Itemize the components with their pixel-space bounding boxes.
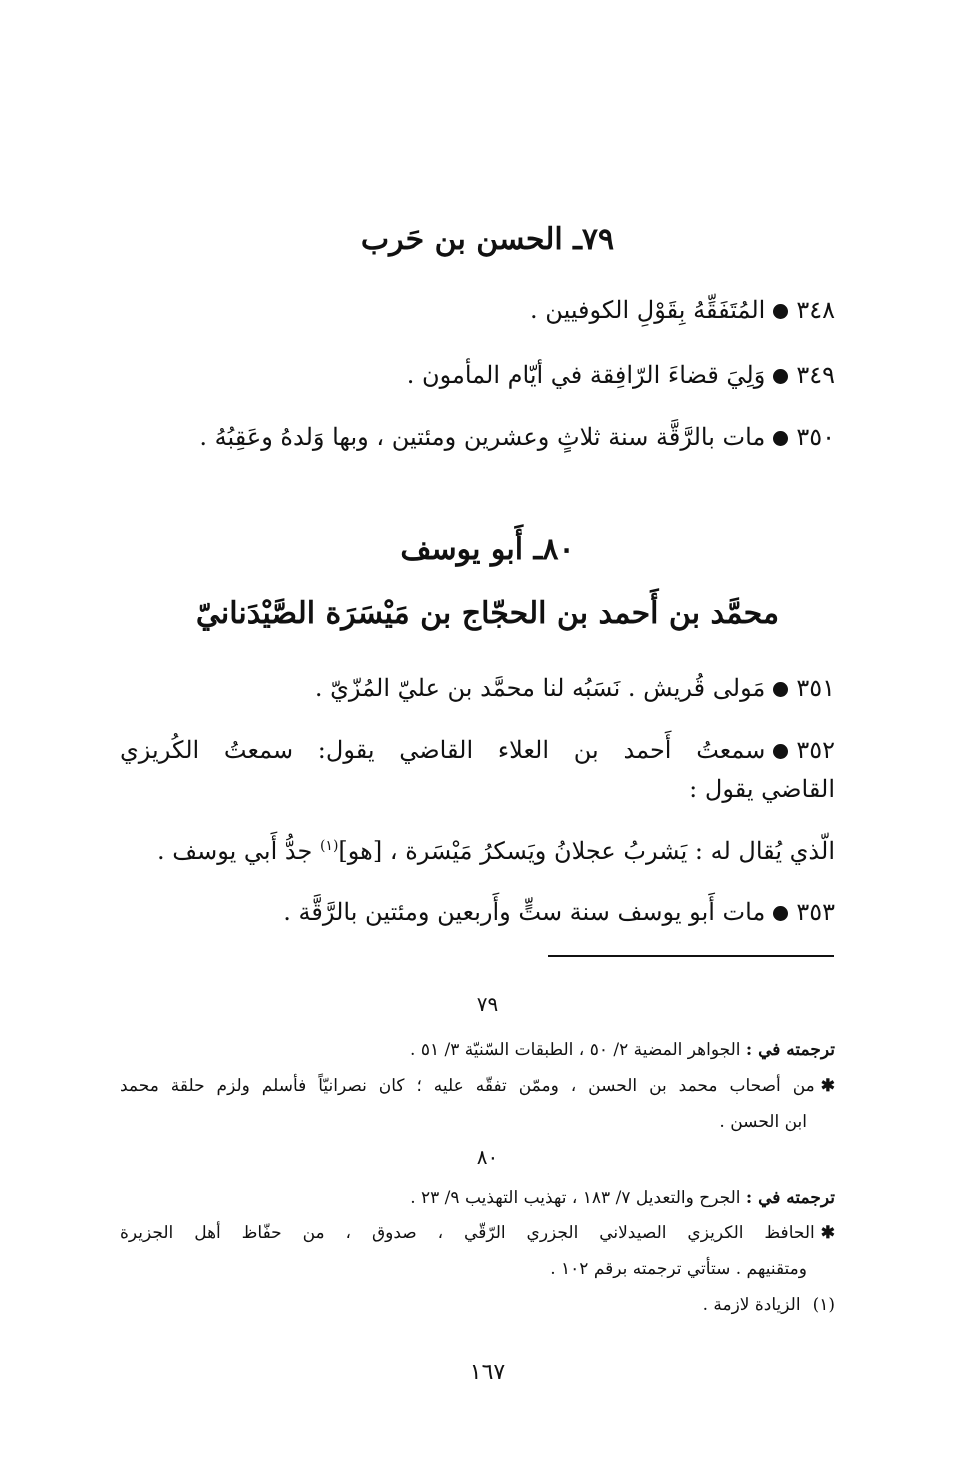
entry-number: ٣٥٢ — [796, 736, 835, 764]
entry-351 — [120, 674, 835, 702]
entry-number: ٣٥٣ — [796, 898, 835, 926]
footnote-1-number: (١) — [812, 1295, 835, 1315]
section-79-heading: ٧٩ـ الحسن بن حَرب — [360, 222, 615, 257]
footnote-note-text: ومتقنيهم . ستأتي ترجمته برقم ١٠٢ . — [550, 1259, 807, 1279]
footnote-80-note-line-2 — [120, 1259, 835, 1279]
footnote-80-number: ٨٠ — [476, 1145, 499, 1169]
bullet-icon — [773, 304, 788, 319]
footnote-80-note-line-1 — [120, 1223, 835, 1243]
entry-350 — [120, 423, 835, 451]
asterisk-icon: ✱ — [820, 1076, 835, 1096]
quote-text: الّذي يُقال له : يَشربُ عجلانُ ويَسكرُ مَيْسَرة ، [هو] — [338, 837, 835, 865]
footnote-sources-text: الجرح والتعديل ٧/ ١٨٣ ، تهذيب التهذيب ٩/ ٢٣ . — [410, 1188, 746, 1208]
footnote-label: ترجمته في : — [745, 1188, 835, 1208]
entry-number: ٣٤٨ — [796, 296, 835, 324]
entry-text: المُتَفَقِّهُ بِقَوْلِ الكوفيين . — [530, 296, 766, 324]
bullet-icon — [773, 744, 788, 759]
entry-text: سمعتُ أَحمد بن العلاء القاضي يقول: سمعتُ الكُريزي — [120, 736, 766, 764]
footnote-79-note-line-1 — [120, 1076, 835, 1096]
footnote-sources-text: الجواهر المضية ٢/ ٥٠ ، الطبقات السّنيّة ٣/ ٥١ . — [410, 1040, 746, 1060]
entry-number: ٣٤٩ — [796, 361, 835, 389]
entry-number: ٣٥٠ — [796, 423, 835, 451]
footnote-79-number: ٧٩ — [476, 992, 499, 1016]
entry-352 — [120, 736, 835, 764]
asterisk-icon: ✱ — [820, 1223, 835, 1243]
bullet-icon — [773, 369, 788, 384]
footnote-79-sources — [120, 1040, 835, 1060]
bullet-icon — [773, 682, 788, 697]
bullet-icon — [773, 431, 788, 446]
footnote-1-text: الزيادة لازمة . — [702, 1295, 801, 1315]
entry-number: ٣٥١ — [796, 674, 835, 702]
entry-349 — [120, 361, 835, 389]
entry-text: وَلِيَ قضاءَ الرّافِقة في أيّام المأمون . — [406, 361, 766, 389]
quoted-saying — [120, 837, 835, 865]
footnote-80-sources — [120, 1188, 835, 1208]
section-80-subheading: محمَّد بن أَحمد بن الحجّاج بن مَيْسَرَة الصَّيْدَنانيّ — [195, 596, 780, 631]
quote-end: جدُّ أَبي يوسف . — [156, 837, 320, 865]
footnote-ref: (١) — [319, 838, 339, 854]
entry-352-continuation: القاضي يقول : — [689, 775, 835, 803]
footnote-1 — [120, 1295, 835, 1315]
footnote-note-text: ابن الحسن . — [719, 1112, 807, 1132]
entry-348 — [120, 296, 835, 324]
entry-text: مَولى قُريش . نَسَبُه لنا محمَّد بن عليّ المُزّيّ . — [314, 674, 766, 702]
footnote-79-note-line-2 — [120, 1112, 835, 1132]
entry-text: مات بالرَّقَّة سنة ثلاثٍ وعشرين ومئتين ، وبها وَلدهُ وعَقِبُهُ . — [199, 423, 766, 451]
footnote-label: ترجمته في : — [745, 1040, 835, 1060]
bullet-icon — [773, 906, 788, 921]
entry-text: مات أَبو يوسف سنة ستٍّ وأَربعين ومئتين بالرَّقَّة . — [283, 898, 766, 926]
page-number: ١٦٧ — [469, 1360, 506, 1385]
footnote-note-text: من أصحاب محمد بن الحسن ، وممّن تفقّه عليه ؛ كان نصرانيّاً فأسلم ولزم حلقة محمد — [120, 1076, 815, 1096]
section-80-heading: ٨٠ـ أَبو يوسف — [400, 532, 575, 567]
footnote-note-text: الحافظ الكريزي الصيدلاني الجزري الرّقّي ، صدوق ، من حفّاظ أهل الجزيرة — [120, 1223, 815, 1243]
entry-353 — [120, 898, 835, 926]
footnote-separator — [548, 955, 834, 957]
